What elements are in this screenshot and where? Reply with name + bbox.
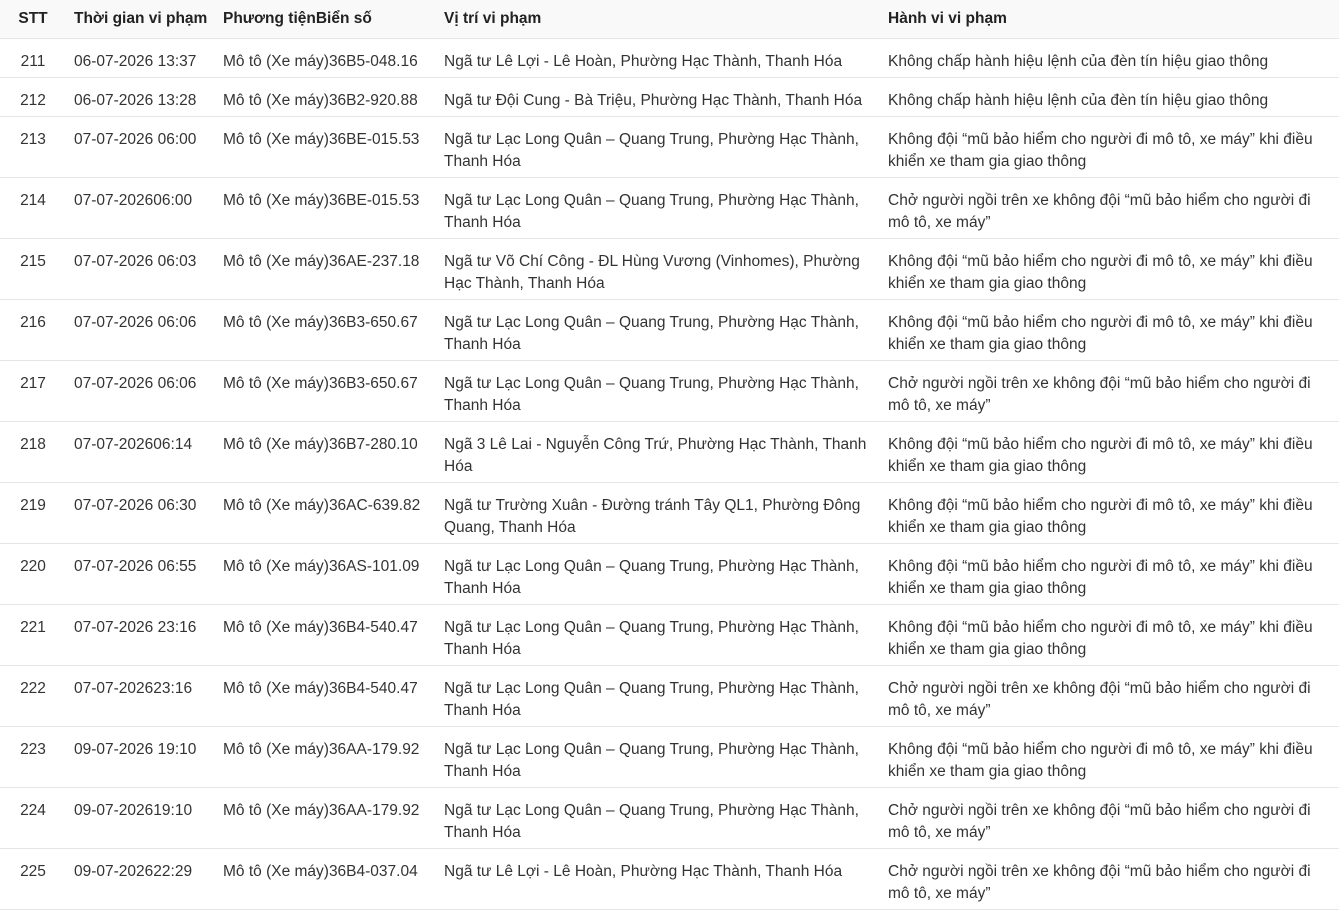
- cell-stt: 220: [0, 544, 66, 605]
- cell-time: 09-07-2026 19:10: [66, 727, 215, 788]
- cell-behavior: Không chấp hành hiệu lệnh của đèn tín hiệu giao thông: [880, 78, 1339, 117]
- table-row: [0, 239, 1339, 300]
- cell-location: Ngã tư Lạc Long Quân – Quang Trung, Phường Hạc Thành, Thanh Hóa: [436, 666, 880, 727]
- table-row: [0, 788, 1339, 849]
- header-time: Thời gian vi phạm: [66, 0, 215, 39]
- table-row: [0, 666, 1339, 727]
- table-row: [0, 178, 1339, 239]
- cell-location: Ngã tư Lê Lợi - Lê Hoàn, Phường Hạc Thành, Thanh Hóa: [436, 39, 880, 78]
- cell-time: 07-07-2026 06:30: [66, 483, 215, 544]
- cell-behavior: Không chấp hành hiệu lệnh của đèn tín hiệu giao thông: [880, 39, 1339, 78]
- cell-location: Ngã tư Lạc Long Quân – Quang Trung, Phường Hạc Thành, Thanh Hóa: [436, 788, 880, 849]
- cell-location: Ngã tư Lạc Long Quân – Quang Trung, Phường Hạc Thành, Thanh Hóa: [436, 544, 880, 605]
- cell-behavior: Chở người ngồi trên xe không đội “mũ bảo hiểm cho người đi mô tô, xe máy”: [880, 788, 1339, 849]
- cell-stt: 214: [0, 178, 66, 239]
- cell-vehicle: Mô tô (Xe máy)36B3-650.67: [215, 300, 436, 361]
- table-row: [0, 422, 1339, 483]
- cell-stt: 215: [0, 239, 66, 300]
- cell-behavior: Chở người ngồi trên xe không đội “mũ bảo hiểm cho người đi mô tô, xe máy”: [880, 666, 1339, 727]
- cell-time: 07-07-2026 23:16: [66, 605, 215, 666]
- cell-behavior: Không đội “mũ bảo hiểm cho người đi mô tô, xe máy” khi điều khiển xe tham gia giao thông: [880, 239, 1339, 300]
- cell-location: Ngã tư Lạc Long Quân – Quang Trung, Phường Hạc Thành, Thanh Hóa: [436, 727, 880, 788]
- cell-vehicle: Mô tô (Xe máy)36B2-920.88: [215, 78, 436, 117]
- cell-time: 07-07-2026 06:06: [66, 361, 215, 422]
- cell-behavior: Không đội “mũ bảo hiểm cho người đi mô tô, xe máy” khi điều khiển xe tham gia giao thông: [880, 422, 1339, 483]
- cell-vehicle: Mô tô (Xe máy)36B4-037.04: [215, 849, 436, 910]
- cell-vehicle: Mô tô (Xe máy)36AE-237.18: [215, 239, 436, 300]
- header-behavior: Hành vi vi phạm: [880, 0, 1339, 39]
- table-row: [0, 117, 1339, 178]
- cell-time: 07-07-2026 06:55: [66, 544, 215, 605]
- cell-behavior: Không đội “mũ bảo hiểm cho người đi mô tô, xe máy” khi điều khiển xe tham gia giao thông: [880, 117, 1339, 178]
- cell-time: 07-07-202606:00: [66, 178, 215, 239]
- header-row: [0, 0, 1339, 39]
- table-row: [0, 544, 1339, 605]
- table-row: [0, 300, 1339, 361]
- cell-behavior: Không đội “mũ bảo hiểm cho người đi mô tô, xe máy” khi điều khiển xe tham gia giao thông: [880, 300, 1339, 361]
- cell-location: Ngã tư Lạc Long Quân – Quang Trung, Phường Hạc Thành, Thanh Hóa: [436, 117, 880, 178]
- cell-stt: 217: [0, 361, 66, 422]
- cell-time: 09-07-202622:29: [66, 849, 215, 910]
- cell-vehicle: Mô tô (Xe máy)36B5-048.16: [215, 39, 436, 78]
- cell-time: 07-07-2026 06:03: [66, 239, 215, 300]
- cell-stt: 225: [0, 849, 66, 910]
- table-row: [0, 483, 1339, 544]
- cell-location: Ngã tư Võ Chí Công - ĐL Hùng Vương (Vinhomes), Phường Hạc Thành, Thanh Hóa: [436, 239, 880, 300]
- cell-behavior: Không đội “mũ bảo hiểm cho người đi mô tô, xe máy” khi điều khiển xe tham gia giao thông: [880, 483, 1339, 544]
- cell-stt: 212: [0, 78, 66, 117]
- cell-behavior: Chở người ngồi trên xe không đội “mũ bảo hiểm cho người đi mô tô, xe máy”: [880, 178, 1339, 239]
- cell-stt: 219: [0, 483, 66, 544]
- cell-behavior: Không đội “mũ bảo hiểm cho người đi mô tô, xe máy” khi điều khiển xe tham gia giao thông: [880, 727, 1339, 788]
- cell-vehicle: Mô tô (Xe máy)36AC-639.82: [215, 483, 436, 544]
- header-location: Vị trí vi phạm: [436, 0, 880, 39]
- table-row: [0, 605, 1339, 666]
- cell-location: Ngã tư Lạc Long Quân – Quang Trung, Phường Hạc Thành, Thanh Hóa: [436, 178, 880, 239]
- cell-stt: 216: [0, 300, 66, 361]
- cell-stt: 221: [0, 605, 66, 666]
- cell-stt: 224: [0, 788, 66, 849]
- cell-location: Ngã tư Lạc Long Quân – Quang Trung, Phường Hạc Thành, Thanh Hóa: [436, 300, 880, 361]
- table-row: [0, 849, 1339, 910]
- cell-stt: 211: [0, 39, 66, 78]
- cell-vehicle: Mô tô (Xe máy)36AA-179.92: [215, 727, 436, 788]
- table-row: [0, 78, 1339, 117]
- cell-time: 07-07-202606:14: [66, 422, 215, 483]
- header-vehicle: Phương tiệnBiển số: [215, 0, 436, 39]
- cell-behavior: Không đội “mũ bảo hiểm cho người đi mô tô, xe máy” khi điều khiển xe tham gia giao thông: [880, 544, 1339, 605]
- table-row: [0, 39, 1339, 78]
- cell-time: 06-07-2026 13:28: [66, 78, 215, 117]
- cell-vehicle: Mô tô (Xe máy)36B7-280.10: [215, 422, 436, 483]
- cell-time: 07-07-2026 06:00: [66, 117, 215, 178]
- cell-stt: 218: [0, 422, 66, 483]
- cell-behavior: Chở người ngồi trên xe không đội “mũ bảo hiểm cho người đi mô tô, xe máy”: [880, 361, 1339, 422]
- cell-location: Ngã tư Đội Cung - Bà Triệu, Phường Hạc Thành, Thanh Hóa: [436, 78, 880, 117]
- cell-location: Ngã tư Lạc Long Quân – Quang Trung, Phường Hạc Thành, Thanh Hóa: [436, 361, 880, 422]
- cell-time: 07-07-2026 06:06: [66, 300, 215, 361]
- cell-behavior: Không đội “mũ bảo hiểm cho người đi mô tô, xe máy” khi điều khiển xe tham gia giao thông: [880, 605, 1339, 666]
- cell-location: Ngã tư Trường Xuân - Đường tránh Tây QL1, Phường Đông Quang, Thanh Hóa: [436, 483, 880, 544]
- cell-vehicle: Mô tô (Xe máy)36B4-540.47: [215, 605, 436, 666]
- table-row: [0, 727, 1339, 788]
- table-header: [0, 0, 1339, 39]
- table-body: [0, 39, 1339, 910]
- cell-time: 09-07-202619:10: [66, 788, 215, 849]
- header-stt: STT: [0, 0, 66, 39]
- cell-vehicle: Mô tô (Xe máy)36BE-015.53: [215, 117, 436, 178]
- cell-behavior: Chở người ngồi trên xe không đội “mũ bảo hiểm cho người đi mô tô, xe máy”: [880, 849, 1339, 910]
- cell-stt: 223: [0, 727, 66, 788]
- cell-location: Ngã 3 Lê Lai - Nguyễn Công Trứ, Phường Hạc Thành, Thanh Hóa: [436, 422, 880, 483]
- cell-time: 07-07-202623:16: [66, 666, 215, 727]
- cell-stt: 213: [0, 117, 66, 178]
- table-row: [0, 361, 1339, 422]
- cell-vehicle: Mô tô (Xe máy)36B4-540.47: [215, 666, 436, 727]
- cell-vehicle: Mô tô (Xe máy)36AA-179.92: [215, 788, 436, 849]
- cell-time: 06-07-2026 13:37: [66, 39, 215, 78]
- cell-vehicle: Mô tô (Xe máy)36AS-101.09: [215, 544, 436, 605]
- cell-vehicle: Mô tô (Xe máy)36BE-015.53: [215, 178, 436, 239]
- cell-location: Ngã tư Lạc Long Quân – Quang Trung, Phường Hạc Thành, Thanh Hóa: [436, 605, 880, 666]
- cell-vehicle: Mô tô (Xe máy)36B3-650.67: [215, 361, 436, 422]
- cell-stt: 222: [0, 666, 66, 727]
- cell-location: Ngã tư Lê Lợi - Lê Hoàn, Phường Hạc Thành, Thanh Hóa: [436, 849, 880, 910]
